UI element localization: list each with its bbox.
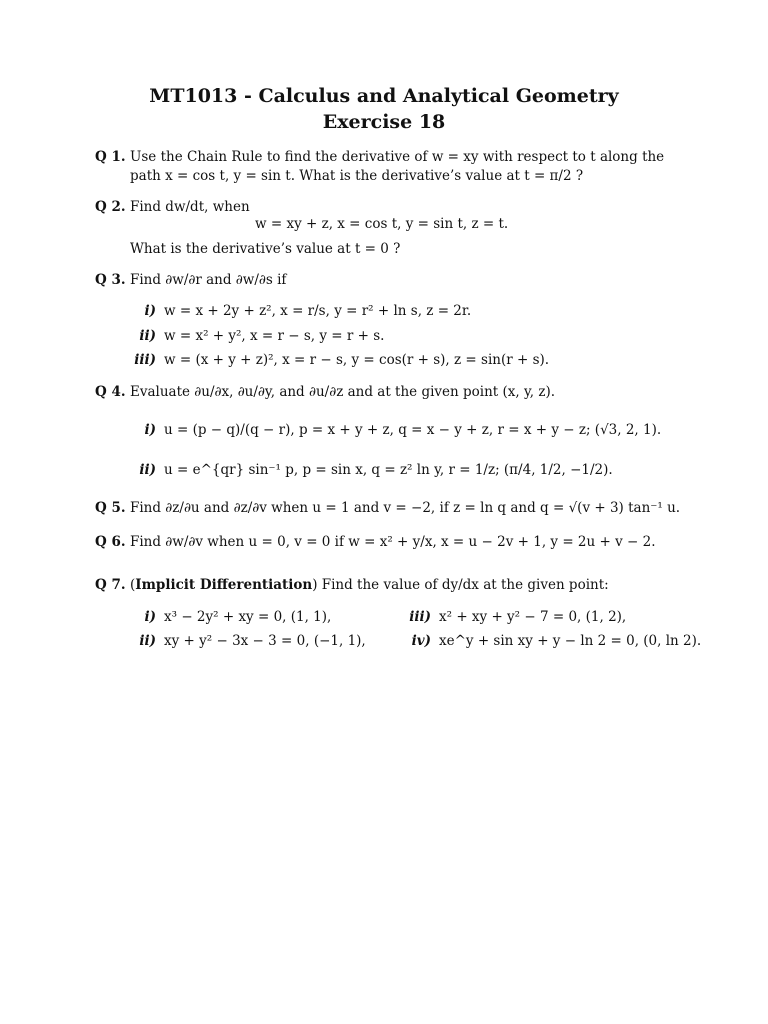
- item-label: iii): [134, 352, 156, 368]
- item-text: w = x + 2y + z², x = r/s, y = r² + ln s, z = 2r.: [164, 303, 472, 319]
- item-text: xe^y + sin xy + y − ln 2 = 0, (0, ln 2).: [439, 633, 702, 649]
- item-text: w = x² + y², x = r − s, y = r + s.: [164, 328, 385, 344]
- question-6-number: Q 6.: [95, 534, 126, 550]
- question-1: [95, 148, 685, 186]
- item-label: iii): [409, 609, 431, 625]
- question-2-intro: Find dw/dt, when: [130, 199, 250, 215]
- question-2-equation: w = xy + z, x = cos t, y = sin t, z = t.: [255, 216, 509, 232]
- question-3-item-iii: [120, 352, 549, 368]
- question-5-number: Q 5.: [95, 500, 126, 516]
- question-3-item-ii: [120, 328, 384, 344]
- item-text: xy + y² − 3x − 3 = 0, (−1, 1),: [164, 633, 366, 649]
- question-4: [95, 383, 685, 402]
- item-label: i): [144, 422, 156, 438]
- question-7-item-iv: [395, 633, 701, 649]
- item-text: x³ − 2y² + xy = 0, (1, 1),: [164, 609, 332, 625]
- question-2: [95, 198, 685, 217]
- question-6: [95, 533, 705, 552]
- question-4-number: Q 4.: [95, 384, 126, 400]
- question-4-item-i: [120, 422, 661, 438]
- item-label: ii): [139, 633, 156, 649]
- item-label: ii): [139, 328, 156, 344]
- item-label: i): [144, 303, 156, 319]
- question-3-number: Q 3.: [95, 272, 126, 288]
- question-6-text: Find ∂w/∂v when u = 0, v = 0 if w = x² + y/x, x = u − 2v + 1, y = 2u + v − 2.: [130, 534, 656, 550]
- question-7-topic: Implicit Differentiation: [135, 577, 313, 593]
- question-1-line-2: path x = cos t, y = sin t. What is the derivative’s value at t = π/2 ?: [130, 168, 584, 184]
- question-2-question: What is the derivative’s value at t = 0 ?: [130, 241, 401, 257]
- question-7-item-i: [120, 609, 331, 625]
- question-3: [95, 271, 685, 290]
- question-2-number: Q 2.: [95, 199, 126, 215]
- question-4-intro: Evaluate ∂u/∂x, ∂u/∂y, and ∂u/∂z and at the given point (x, y, z).: [130, 384, 556, 400]
- question-7-item-iii: [395, 609, 626, 625]
- question-7-item-ii: [120, 633, 366, 649]
- question-7: [95, 576, 705, 595]
- question-1-number: Q 1.: [95, 149, 126, 165]
- question-7-prompt: ) Find the value of dy/dx at the given point:: [312, 577, 609, 593]
- item-label: ii): [139, 462, 156, 478]
- item-label: i): [144, 609, 156, 625]
- course-title: MT1013 - Calculus and Analytical Geometry: [149, 85, 619, 107]
- question-7-open: (: [130, 577, 136, 593]
- item-text: w = (x + y + z)², x = r − s, y = cos(r + s), z = sin(r + s).: [164, 352, 550, 368]
- exercise-title: Exercise 18: [322, 111, 446, 133]
- item-text: u = (p − q)/(q − r), p = x + y + z, q = x − y + z, r = x + y − z; (√3, 2, 1).: [164, 422, 662, 438]
- item-label: iv): [411, 633, 431, 649]
- question-3-intro: Find ∂w/∂r and ∂w/∂s if: [130, 272, 287, 288]
- question-1-line-1: Use the Chain Rule to find the derivative of w = xy with respect to t along the: [130, 149, 665, 165]
- item-text: u = e^{qr} sin⁻¹ p, p = sin x, q = z² ln y, r = 1/z; (π/4, 1/2, −1/2).: [164, 462, 613, 478]
- question-5-text: Find ∂z/∂u and ∂z/∂v when u = 1 and v = −2, if z = ln q and q = √(v + 3) tan⁻¹ u.: [130, 500, 681, 516]
- item-text: x² + xy + y² − 7 = 0, (1, 2),: [439, 609, 627, 625]
- question-5: [95, 499, 705, 518]
- question-3-item-i: [120, 303, 471, 319]
- question-7-number: Q 7.: [95, 577, 126, 593]
- question-4-item-ii: [120, 462, 613, 478]
